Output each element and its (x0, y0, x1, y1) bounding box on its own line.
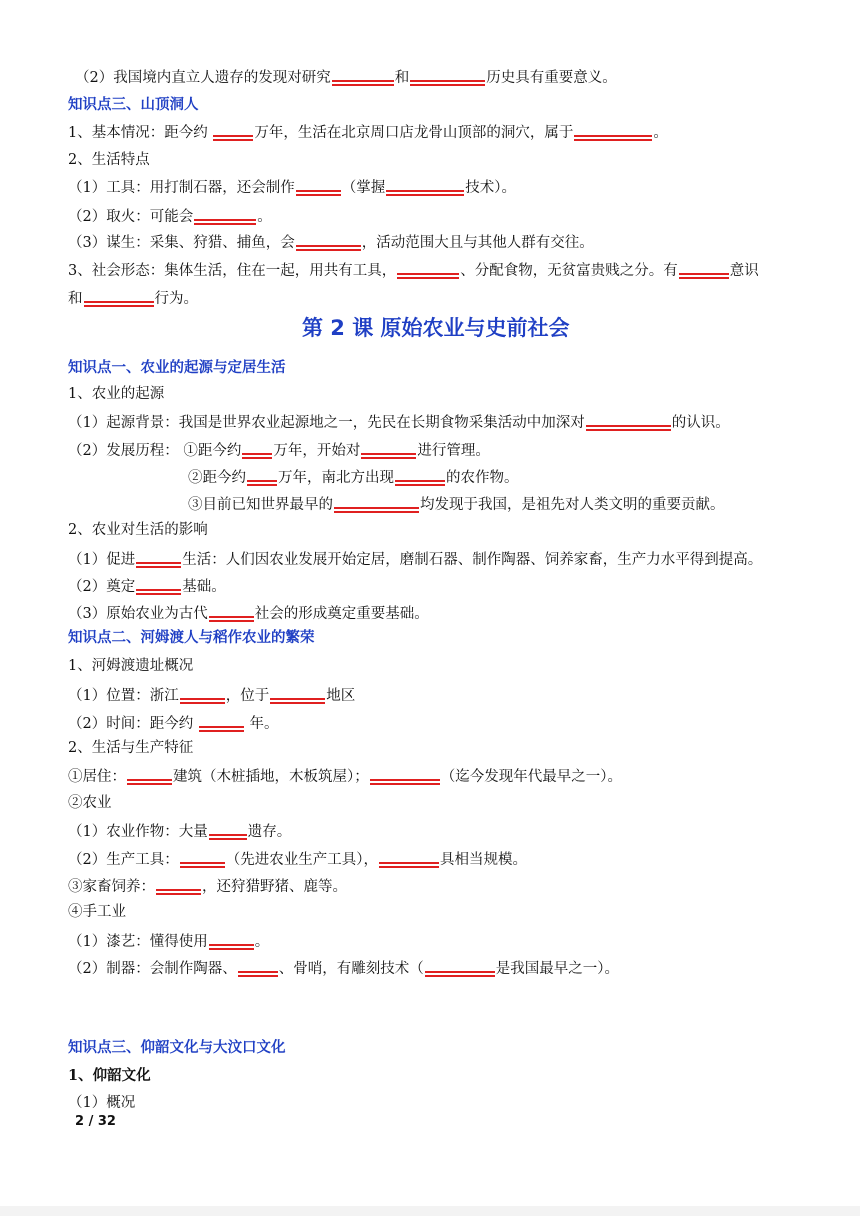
line-text: 2、生活与生产特征 (68, 740, 194, 756)
text-line (75, 66, 617, 88)
line-text: 2、生活特点 (68, 152, 150, 168)
fill-in-blank[interactable] (209, 930, 254, 946)
text-line (68, 520, 208, 540)
line-text: 万年，开始对 (273, 443, 361, 459)
fill-in-blank[interactable] (209, 602, 254, 618)
text-line (68, 1093, 135, 1113)
fill-in-blank[interactable] (238, 957, 278, 973)
line-text: 进行管理。 (417, 443, 490, 459)
line-text: 。 (653, 125, 668, 141)
line-text: 意识 (729, 263, 759, 279)
text-line (68, 930, 269, 952)
line-text: 1、河姆渡遗址概况 (68, 658, 194, 674)
fill-in-blank[interactable] (386, 176, 464, 192)
line-text: （2）时间：距今约 (68, 716, 198, 732)
fill-in-blank[interactable] (136, 575, 181, 591)
text-line (68, 712, 278, 734)
text-line (68, 548, 762, 570)
line-text: 和 (68, 291, 83, 307)
text-line (68, 121, 668, 143)
text-line (68, 738, 193, 758)
fill-in-blank[interactable] (213, 121, 253, 137)
section-heading (68, 358, 286, 378)
text-line (68, 793, 112, 813)
fill-in-blank[interactable] (574, 121, 652, 137)
line-text: 知识点一、农业的起源与定居生活 (68, 359, 286, 376)
page-number: 2 / 32 (75, 1114, 116, 1129)
fill-in-blank[interactable] (379, 848, 439, 864)
line-text: 知识点三、仰韶文化与大汶口文化 (68, 1039, 286, 1056)
fill-in-blank[interactable] (199, 712, 244, 728)
fill-in-blank[interactable] (209, 820, 247, 836)
line-text: （2）取火：可能会 (68, 209, 194, 225)
line-text: （1）农业作物：大量 (68, 824, 208, 840)
line-text: （1）工具：用打制石器，还会制作 (68, 180, 295, 196)
text-line (68, 875, 347, 897)
section-heading (68, 628, 315, 648)
line-text: ，还狩猎野猪、鹿等。 (202, 879, 347, 895)
line-text: （1）位置：浙江 (68, 688, 179, 704)
text-line (68, 765, 622, 787)
line-text: 2、农业对生活的影响 (68, 522, 208, 538)
text-line (68, 902, 126, 922)
line-text: 和 (394, 70, 410, 86)
line-text: ④手工业 (68, 904, 126, 920)
line-text: 生活：人们因农业发展开始定居，磨制石器、制作陶器、饲养家畜，生产力水平得到提高。 (182, 552, 763, 568)
fill-in-blank[interactable] (334, 493, 419, 509)
line-text: 年。 (244, 716, 279, 732)
line-text: 知识点二、河姆渡人与稻作农业的繁荣 (68, 629, 315, 646)
line-text: （掌握 (341, 180, 386, 196)
fill-in-blank[interactable] (395, 466, 445, 482)
line-text: 的农作物。 (446, 470, 519, 486)
line-text: （1）促进 (68, 552, 136, 568)
line-text: 是我国最早之一）。 (495, 961, 619, 977)
line-text: ，位于 (225, 688, 270, 704)
text-line (68, 575, 226, 597)
fill-in-blank[interactable] (679, 259, 729, 275)
line-text: ③目前已知世界最早的 (188, 497, 333, 513)
fill-in-blank[interactable] (370, 765, 440, 781)
fill-in-blank[interactable] (270, 684, 325, 700)
line-text: ，活动范围大且与其他人群有交往。 (361, 235, 594, 251)
line-text: ③家畜饲养： (68, 879, 155, 895)
line-text: 社会的形成奠定重要基础。 (254, 606, 429, 622)
text-line (68, 848, 527, 870)
fill-in-blank[interactable] (425, 957, 495, 973)
line-text: ②距今约 (188, 470, 246, 486)
line-text: （1）概况 (68, 1095, 136, 1111)
text-line (68, 411, 730, 433)
line-text: （1）漆艺：懂得使用 (68, 934, 208, 950)
line-text: 建筑（木桩插地，木板筑屋）； (173, 769, 369, 785)
line-text: 、骨哨，有雕刻技术（ (278, 961, 424, 977)
line-text: （迄今发现年代最早之一）。 (440, 769, 622, 785)
line-text: 。 (254, 934, 270, 950)
fill-in-blank[interactable] (410, 66, 485, 82)
line-text: 1、农业的起源 (68, 386, 165, 402)
line-text: （2）发展历程： ①距今约 (68, 443, 242, 459)
section-heading (68, 1038, 286, 1058)
fill-in-blank[interactable] (586, 411, 671, 427)
line-text: 均发现于我国，是祖先对人类文明的重要贡献。 (420, 497, 725, 513)
text-line (68, 231, 594, 253)
text-line (68, 259, 759, 281)
fill-in-blank[interactable] (127, 765, 172, 781)
line-text: 1、基本情况：距今约 (68, 125, 213, 141)
line-text: 遗存。 (247, 824, 292, 840)
line-text: 万年，南北方出现 (278, 470, 394, 486)
page-bottom-strip (0, 1206, 860, 1216)
text-line (68, 684, 355, 706)
text-line (68, 176, 516, 198)
line-text: 技术）。 (465, 180, 516, 196)
line-text: 、分配食物，无贫富贵贱之分。有 (460, 263, 678, 279)
text-line (68, 957, 619, 979)
fill-in-blank[interactable] (156, 875, 201, 891)
line-text: （2）奠定 (68, 579, 136, 595)
fill-in-blank[interactable] (180, 684, 225, 700)
fill-in-blank[interactable] (296, 176, 341, 192)
line-text: （2）制器：会制作陶器、 (68, 961, 237, 977)
fill-in-blank[interactable] (397, 259, 459, 275)
line-text: 的认识。 (671, 415, 730, 431)
lesson-title (302, 318, 570, 338)
text-line (68, 439, 490, 461)
text-line (68, 820, 291, 842)
line-text: （1）起源背景：我国是世界农业起源地之一，先民在长期食物采集活动中加深对 (68, 415, 585, 431)
line-text: 1、仰韶文化 (68, 1067, 151, 1084)
text-line (68, 1066, 151, 1086)
fill-in-blank[interactable] (361, 439, 416, 455)
fill-in-blank[interactable] (332, 66, 394, 82)
fill-in-blank[interactable] (247, 466, 277, 482)
line-text: 知识点三、山顶洞人 (68, 96, 199, 113)
line-text: （先进农业生产工具）， (225, 852, 378, 868)
line-text: 3、社会形态：集体生活，住在一起，用共有工具， (68, 263, 397, 279)
text-line (68, 205, 272, 227)
line-text: 。 (257, 209, 272, 225)
line-text: 历史具有重要意义。 (486, 70, 617, 86)
text-line (68, 384, 164, 404)
line-text: ①居住： (68, 769, 126, 785)
section-heading (68, 95, 199, 115)
text-line (68, 656, 193, 676)
text-line (188, 493, 725, 515)
fill-in-blank[interactable] (84, 287, 154, 303)
line-text: 行为。 (154, 291, 198, 307)
line-text: ②农业 (68, 795, 112, 811)
fill-in-blank[interactable] (296, 231, 361, 247)
text-line (68, 602, 429, 624)
line-text: 地区 (326, 688, 356, 704)
line-text: （3）原始农业为古代 (68, 606, 208, 622)
fill-in-blank[interactable] (242, 439, 272, 455)
text-line (68, 150, 150, 170)
line-text: 基础。 (182, 579, 226, 595)
fill-in-blank[interactable] (136, 548, 181, 564)
line-text: （2）我国境内直立人遗存的发现对研究 (75, 70, 331, 86)
fill-in-blank[interactable] (180, 848, 225, 864)
text-line (68, 287, 198, 309)
line-text: （2）生产工具： (68, 852, 179, 868)
text-line (188, 466, 519, 488)
line-text: 万年，生活在北京周口店龙骨山顶部的洞穴，属于 (254, 125, 574, 141)
line-text: 具相当规模。 (439, 852, 527, 868)
fill-in-blank[interactable] (194, 205, 256, 221)
line-text: 第 2 课 原始农业与史前社会 (302, 316, 570, 340)
line-text: （3）谋生：采集、狩猎、捕鱼，会 (68, 235, 295, 251)
